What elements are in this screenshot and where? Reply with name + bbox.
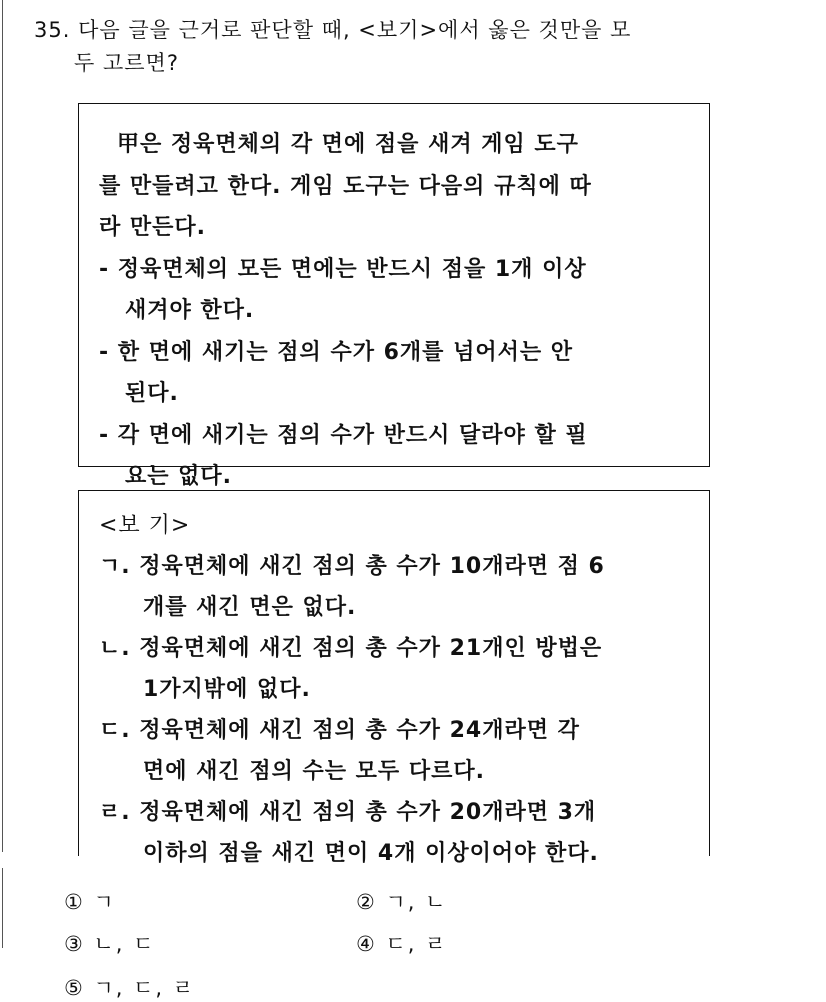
bogi-statement-line: 이하의 점을 새긴 면이 4개 이상이어야 한다. bbox=[143, 841, 599, 866]
passage-line: - 각 면에 새기는 점의 수가 반드시 달라야 할 필 bbox=[99, 422, 588, 448]
bogi-box bbox=[78, 490, 710, 866]
passage-line: 라 만든다. bbox=[99, 215, 207, 240]
bogi-statement-line: ㄱ. 정육면체에 새긴 점의 총 수가 10개라면 점 6 bbox=[99, 554, 605, 579]
passage-line: 甲은 정육면체의 각 면에 점을 새겨 게임 도구 bbox=[117, 132, 579, 157]
option-5[interactable]: ⑤ ㄱ, ㄷ, ㄹ bbox=[64, 976, 196, 1000]
bogi-title: <보 기> bbox=[99, 513, 191, 538]
bogi-statement-line: ㄷ. 정육면체에 새긴 점의 총 수가 24개라면 각 bbox=[99, 718, 580, 743]
question-text-cont: 두 고르면? bbox=[74, 51, 179, 75]
bogi-statement-line: ㄹ. 정육면체에 새긴 점의 총 수가 20개라면 3개 bbox=[99, 800, 597, 825]
passage-line: - 정육면체의 모든 면에는 반드시 점을 1개 이상 bbox=[99, 256, 587, 282]
bogi-statement-line: 개를 새긴 면은 없다. bbox=[143, 595, 357, 620]
passage-line: - 한 면에 새기는 점의 수가 6개를 넘어서는 안 bbox=[99, 339, 573, 365]
bogi-statement-line: 면에 새긴 점의 수는 모두 다르다. bbox=[143, 759, 485, 784]
question-text: 다음 글을 근거로 판단할 때, <보기>에서 옳은 것만을 모 bbox=[78, 18, 632, 42]
bogi-statement-line: 1가지밖에 없다. bbox=[143, 677, 311, 702]
bogi-statement-line: ㄴ. 정육면체에 새긴 점의 총 수가 21개인 방법은 bbox=[99, 636, 603, 661]
question bbox=[34, 14, 631, 80]
passage-line: 된다. bbox=[125, 381, 179, 406]
passage-box bbox=[78, 103, 710, 489]
margin-line bbox=[2, 0, 3, 852]
passage-line: 를 만들려고 한다. 게임 도구는 다음의 규칙에 따 bbox=[99, 173, 592, 199]
option-3[interactable]: ③ ㄴ, ㄷ bbox=[64, 932, 156, 956]
option-4[interactable]: ④ ㄷ, ㄹ bbox=[356, 932, 448, 956]
question-number: 35. bbox=[34, 18, 71, 42]
passage-line: 요는 없다. bbox=[125, 464, 233, 489]
margin-line bbox=[2, 868, 3, 948]
passage-line: 새겨야 한다. bbox=[125, 298, 255, 323]
option-2[interactable]: ② ㄱ, ㄴ bbox=[356, 890, 448, 914]
option-1[interactable]: ① ㄱ bbox=[64, 890, 116, 914]
